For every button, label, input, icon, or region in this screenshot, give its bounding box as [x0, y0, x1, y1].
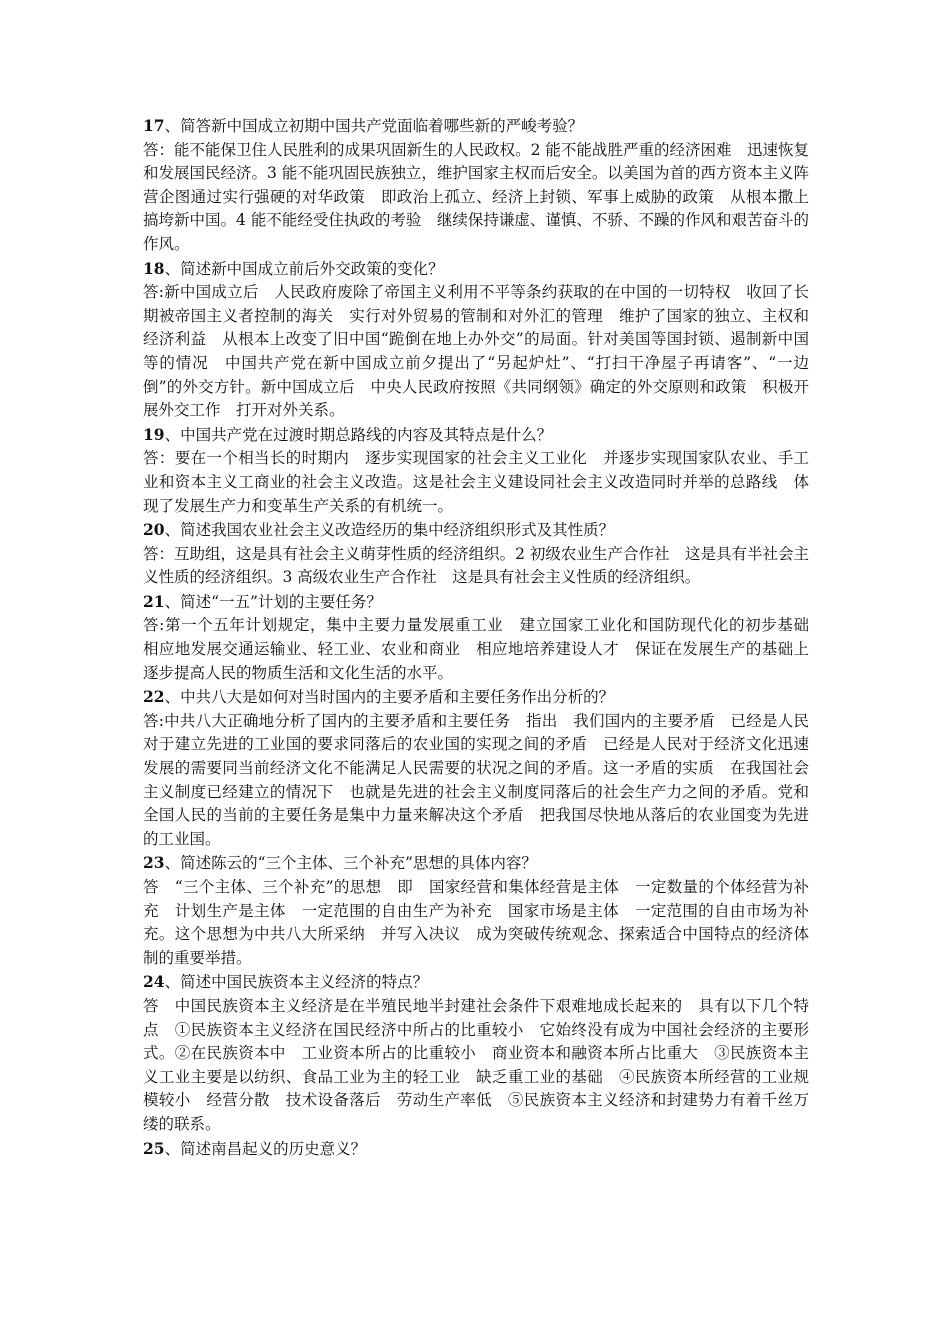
qa-item-19	[143, 423, 809, 518]
answer-24: 答 中国民族资本主义经济是在半殖民地半封建社会条件下艰难地成长起来的 具有以下几个特点 ①民族资本主义经济在国民经济中所占的比重较小 它始终没有成为中国社会经济的主要形式。②在民族资本中 工业资本所占的比重较小 商业资本和融资本所占比重大 ③民族资本主义工业主要是以纺织、食品工业为主的轻工业 缺乏重工业的基础 ④民族资本所经营的工业规模较小 经营分散 技术设备落后 劳动生产率低 ⑤民族资本主义经济和封建势力有着千丝万缕的联系。	[143, 996, 809, 1133]
answer-18: 答:新中国成立后 人民政府废除了帝国主义利用不平等条约获取的在中国的一切特权 收回了长期被帝国主义者控制的海关 实行对外贸易的管制和对外汇的管理 维护了国家的独立、主权和经济利益 从根本上改变了旧中国“跪倒在地上办外交”的局面。针对美国等国封锁、遏制新中国等的情况 中国共产党在新中国成立前夕提出了“另起炉灶”、“打扫干净屋子再请客”、“一边倒”的外交方针。新中国成立后 中央人民政府按照《共同纲领》确定的外交原则和政策 积极开展外交工作 打开对外关系。	[143, 283, 809, 420]
question-number: 23	[143, 853, 165, 873]
answer-23: 答 “三个主体、三个补充”的思想 即 国家经营和集体经营是主体 一定数量的个体经营为补充 计划生产是主体 一定范围的自由生产为补充 国家市场是主体 一定范围的自由市场为补充。这个思想为中共八大所采纳 并写入决议 成为突破传统观念、探索适合中国特点的经济体制的重要举措。	[143, 878, 809, 967]
qa-item-20	[143, 518, 809, 590]
question-text: 、简述中国民族资本主义经济的特点？	[164, 973, 429, 992]
qa-item-22	[143, 685, 809, 851]
question-text: 、简述“一五”计划的主要任务？	[164, 592, 382, 611]
qa-item-23	[143, 851, 809, 970]
question-22	[143, 685, 809, 710]
question-number: 22	[143, 687, 165, 707]
answer-22: 答:中共八大正确地分析了国内的主要矛盾和主要任务 指出 我们国内的主要矛盾 已经是人民对于建立先进的工业国的要求同落后的农业国的实现之间的矛盾 已经是人民对于经济文化迅速发展的需要同当前经济文化不能满足人民需要的状况之间的矛盾。这一矛盾的实质 在我国社会主义制度已经建立的情况下 也就是先进的社会主义制度同落后的社会生产力之间的矛盾。党和全国人民的当前的主要任务是集中力量来解决这个矛盾 把我国尽快地从落后的农业国变为先进的工业国。	[143, 711, 809, 848]
question-text: 、中国共产党在过渡时期总路线的内容及其特点是什么？	[164, 425, 553, 444]
question-number: 25	[143, 1138, 165, 1158]
question-25	[143, 1137, 809, 1162]
question-19	[143, 423, 809, 448]
question-21	[143, 590, 809, 615]
question-number: 24	[143, 972, 165, 992]
question-23	[143, 851, 809, 876]
question-20	[143, 518, 809, 543]
qa-item-21	[143, 590, 825, 685]
qa-item-18	[143, 257, 809, 423]
question-number: 19	[143, 424, 165, 444]
answer-19: 答：要在一个相当长的时期内 逐步实现国家的社会主义工业化 并逐步实现国家队农业、手工业和资本主义工商业的社会主义改造。这是社会主义建设同社会主义改造同时并举的总路线 体现了发展生产力和变革生产关系的有机统一。	[143, 449, 809, 515]
question-number: 20	[143, 520, 165, 540]
question-text: 、简答新中国成立初期中国共产党面临着哪些新的严峻考验？	[164, 117, 584, 135]
question-text: 、简述南昌起义的历史意义？	[164, 1139, 367, 1158]
question-text: 、简述陈云的“三个主体、三个补充”思想的具体内容？	[164, 854, 537, 873]
question-text: 、简述我国农业社会主义改造经历的集中经济组织形式及其性质？	[164, 521, 615, 540]
question-number: 21	[143, 591, 165, 611]
qa-item-17	[143, 114, 809, 257]
question-number: 18	[143, 258, 165, 278]
question-number: 17	[143, 116, 165, 135]
document-page	[143, 114, 825, 1161]
question-17	[143, 114, 809, 139]
qa-item-25	[143, 1137, 809, 1162]
answer-17: 答：能不能保卫住人民胜利的成果巩固新生的人民政权。2 能不能战胜严重的经济困难 迅速恢复和发展国民经济。3 能不能巩固民族独立，维护国家主权而后安全。以美国为首的西方资本主义阵营企图通过实行强硬的对华政策 即政治上孤立、经济上封锁、军事上威胁的政策 从根本撒上搞垮新中国。4 能不能经受住执政的考验 继续保持谦虚、谨慎、不骄、不躁的作风和艰苦奋斗的作风。	[143, 140, 809, 253]
answer-20: 答：互助组，这是具有社会主义萌芽性质的经济组织。2 初级农业生产合作社 这是具有半社会主义性质的经济组织。3 高级农业生产合作社 这是具有社会主义性质的经济组织。	[143, 544, 809, 587]
answer-21: 答:第一个五年计划规定，集中主要力量发展重工业 建立国家工业化和国防现代化的初步基础 相应地发展交通运输业、轻工业、农业和商业 相应地培养建设人才 保证在发展生产的基础上逐步提高人民的物质生活和文化生活的水平。	[143, 616, 825, 682]
question-text: 、中共八大是如何对当时国内的主要矛盾和主要任务作出分析的？	[164, 688, 615, 707]
question-24	[143, 970, 809, 995]
qa-item-24	[143, 970, 809, 1136]
question-18	[143, 257, 809, 282]
question-text: 、简述新中国成立前后外交政策的变化？	[164, 259, 444, 278]
